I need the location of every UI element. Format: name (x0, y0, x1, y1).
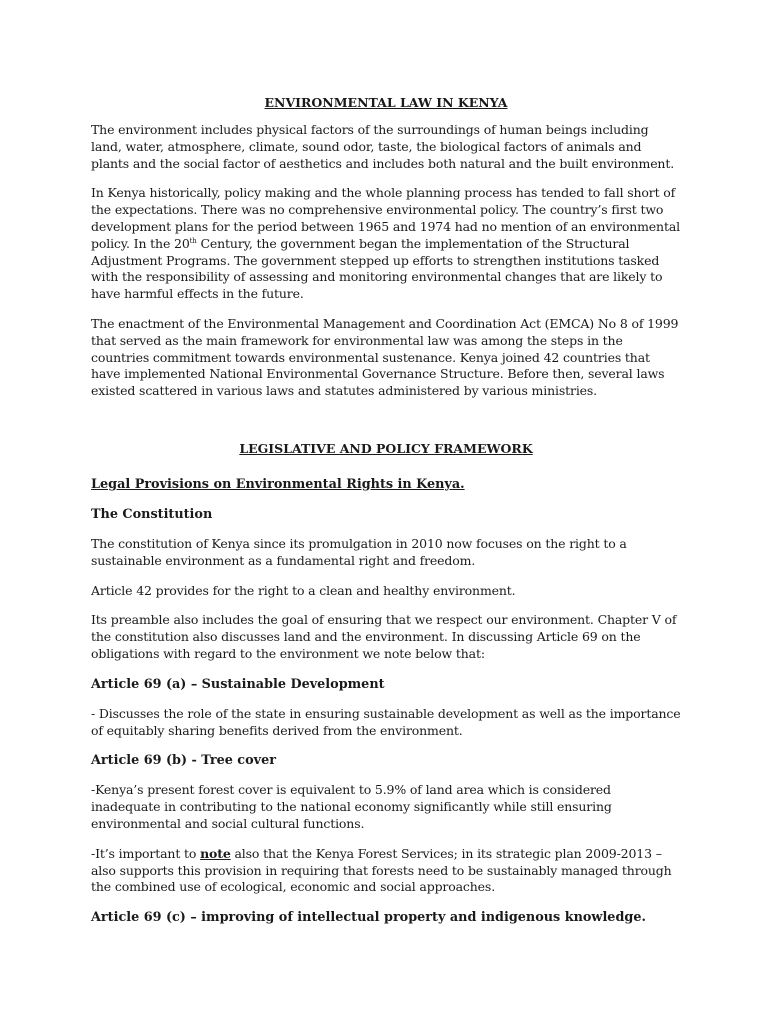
section-title-legislative: LEGISLATIVE AND POLICY FRAMEWORK (239, 440, 533, 456)
article-69a-heading: Article 69 (a) – Sustainable Development (91, 676, 385, 692)
document-page (91, 94, 681, 939)
article-69b-paragraph-2 (91, 846, 681, 896)
article-69c-heading: Article 69 (c) – improving of intellectual property and indigenous knowledge. (91, 910, 646, 926)
intro-paragraph-2-part-b: Century, the government began the implementation of the Structural Adjustment Programs. The government stepped up efforts to strengthen institutions tasked with the responsibility of assessing and monitoring environmental changes that are likely to have harmful effects in the future. (91, 235, 663, 302)
intro-paragraph-3: The enactment of the Environmental Management and Coordination Act (EMCA) No 8 of 1999 that served as the main framework for environmental law was among the steps in the countries commitment towards environmental sustenance. Kenya joined 42 countries that have implemented National Environmental Governance Structure. Before then, several laws existed scattered in various laws and statutes administered by various ministries. (91, 315, 679, 399)
article-69b-paragraph-2-part-a: -It’s important to (91, 845, 201, 861)
legal-provisions-heading: Legal Provisions on Environmental Rights in Kenya. (91, 476, 465, 492)
constitution-heading: The Constitution (91, 506, 213, 522)
intro-paragraph-2 (91, 185, 681, 303)
note-emphasis: note (200, 845, 231, 861)
constitution-paragraph-3: Its preamble also includes the goal of ensuring that we respect our environment. Chapter V of the constitution also discusses land and the environment. In discussing Article 69 on the obligations with regard to the environment we note below that: (91, 612, 677, 661)
article-69a-paragraph: - Discusses the role of the state in ensuring sustainable development as well as the importance of equitably sharing benefits derived from the environment. (91, 705, 681, 738)
document-title: ENVIRONMENTAL LAW IN KENYA (264, 95, 508, 110)
constitution-paragraph-2: Article 42 provides for the right to a clean and healthy environment. (91, 582, 516, 598)
intro-paragraph-2-part-a: In Kenya historically, policy making and the whole planning process has tended to fall short of the expectations. There was no comprehensive environmental policy. The country’s first two development plans for the period between 1965 and 1974 had no mention of an environmental policy. In the 20 (91, 185, 680, 251)
superscript-th: th (189, 236, 197, 245)
intro-paragraph-1: The environment includes physical factors of the surroundings of human beings including land, water, atmosphere, climate, sound odor, taste, the biological factors of animals and plants and the social factor of aesthetics and includes both natural and the built environment. (91, 122, 675, 171)
article-69b-paragraph-2-part-b: also that the Kenya Forest Services; in its strategic plan 2009-2013 – also supports this provision in requiring that forests need to be sustainably managed through the combined use of ecological, economic and social approaches. (91, 845, 672, 895)
article-69b-paragraph-1: -Kenya’s present forest cover is equivalent to 5.9% of land area which is considered inadequate in contributing to the national economy significantly while still ensuring environmental and social cultural functions. (91, 782, 612, 831)
constitution-paragraph-1: The constitution of Kenya since its promulgation in 2010 now focuses on the right to a sustainable environment as a fundamental right and freedom. (91, 535, 627, 568)
article-69b-heading: Article 69 (b) - Tree cover (91, 753, 276, 769)
